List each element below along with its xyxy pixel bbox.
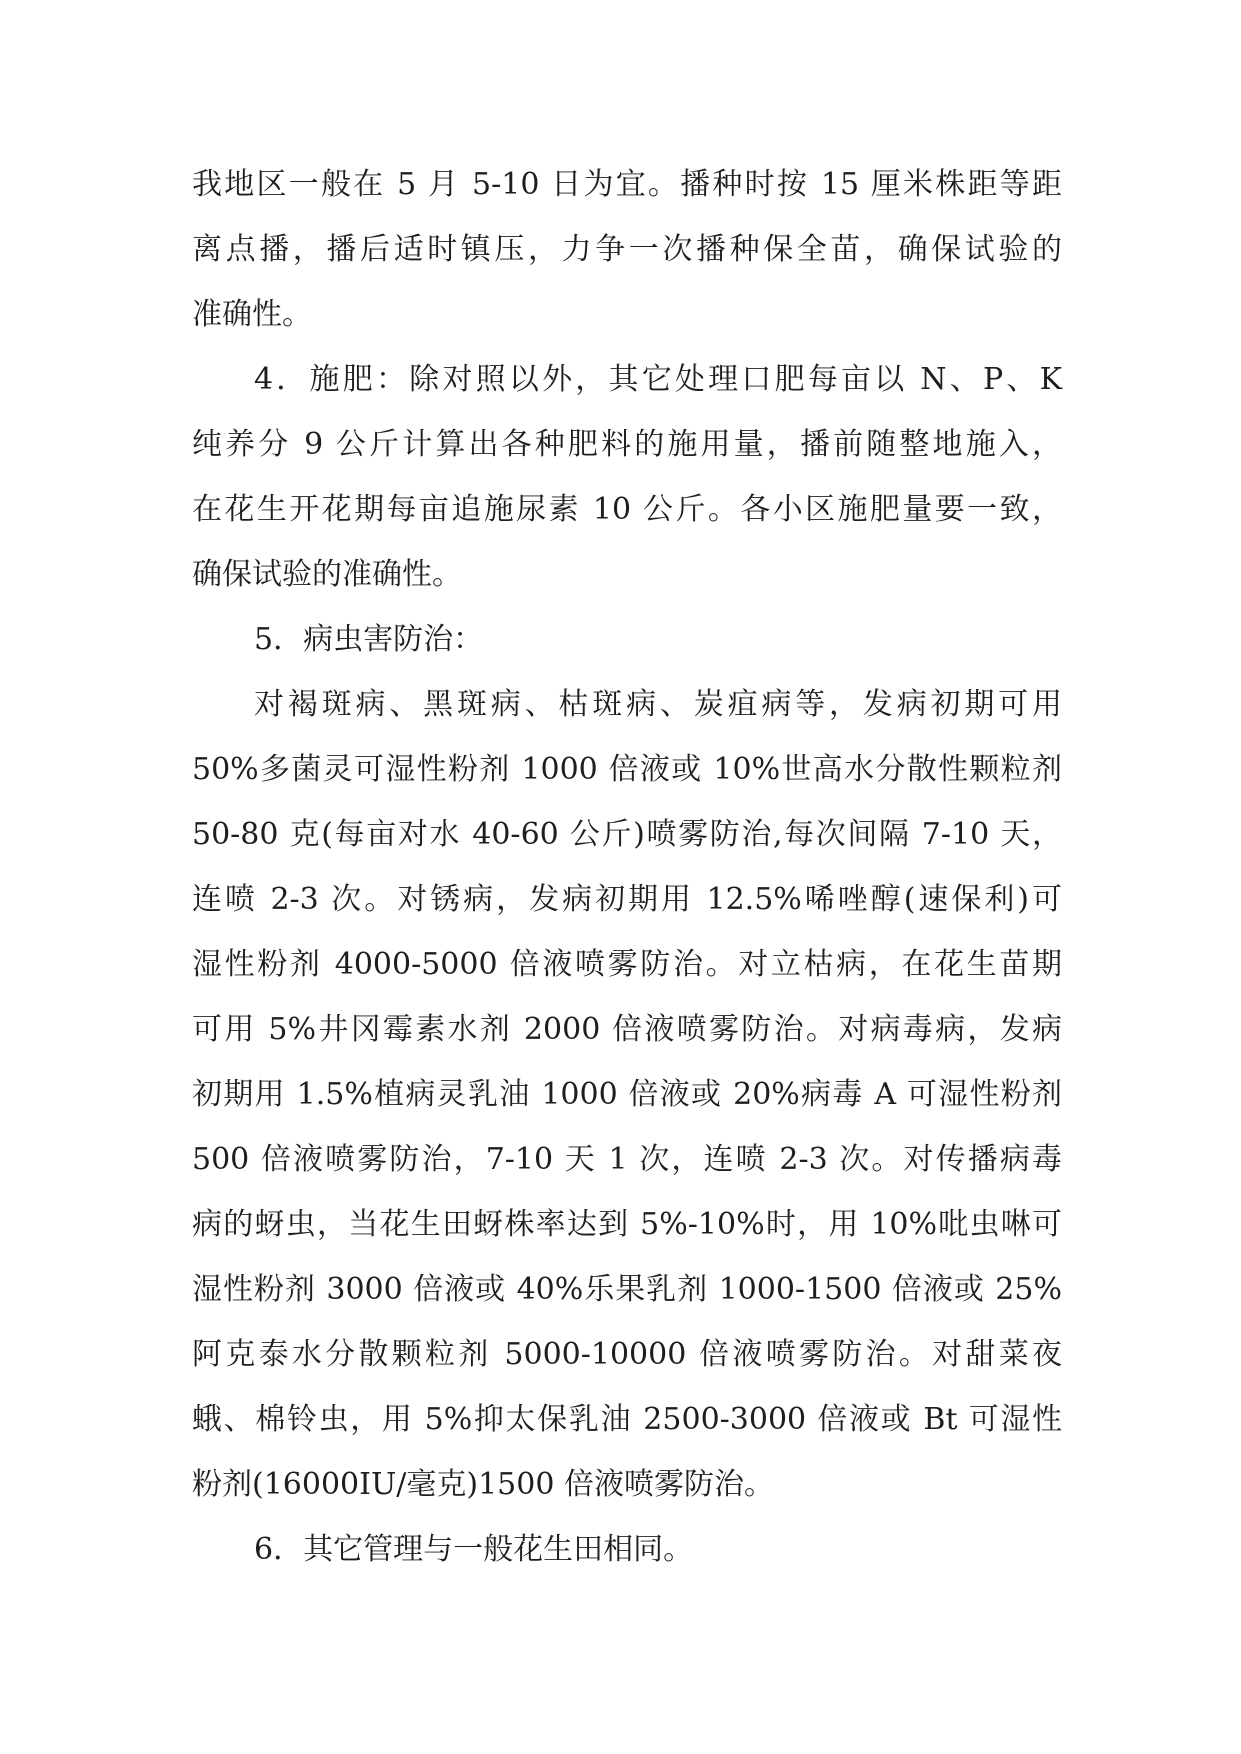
text-line: 初期用 1.5%植病灵乳油 1000 倍液或 20%病毒 A 可湿性粉剂 (192, 1077, 1062, 1112)
text-line: 湿性粉剂 4000-5000 倍液喷雾防治。对立枯病，在花生苗期 (192, 947, 1062, 982)
text-line: 连喷 2-3 次。对锈病，发病初期用 12.5%唏唑醇(速保利)可 (192, 882, 1062, 917)
text-line: 蛾、棉铃虫，用 5%抑太保乳油 2500-3000 倍液或 Bt 可湿性 (192, 1402, 1062, 1437)
text-line: 500 倍液喷雾防治，7-10 天 1 次，连喷 2-3 次。对传播病毒 (192, 1142, 1062, 1177)
text-line: 4．施肥：除对照以外，其它处理口肥每亩以 N、P、K (254, 362, 1062, 397)
text-line: 粉剂(16000IU/毫克)1500 倍液喷雾防治。 (192, 1467, 774, 1502)
text-line: 准确性。 (192, 297, 312, 332)
text-line: 5．病虫害防治： (254, 622, 484, 657)
text-line: 我地区一般在 5 月 5-10 日为宜。播种时按 15 厘米株距等距 (192, 167, 1062, 202)
text-line: 湿性粉剂 3000 倍液或 40%乐果乳剂 1000-1500 倍液或 25% (192, 1272, 1062, 1307)
text-line: 可用 5%井冈霉素水剂 2000 倍液喷雾防治。对病毒病，发病 (192, 1012, 1062, 1047)
text-line: 6．其它管理与一般花生田相同。 (254, 1532, 694, 1567)
text-line: 阿克泰水分散颗粒剂 5000-10000 倍液喷雾防治。对甜菜夜 (192, 1337, 1062, 1372)
text-line: 对褐斑病、黑斑病、枯斑病、炭疽病等，发病初期可用 (254, 687, 1062, 722)
text-line: 50%多菌灵可湿性粉剂 1000 倍液或 10%世高水分散性颗粒剂 (192, 752, 1062, 787)
text-line: 纯养分 9 公斤计算出各种肥料的施用量，播前随整地施入， (192, 427, 1062, 462)
text-line: 离点播，播后适时镇压，力争一次播种保全苗，确保试验的 (192, 232, 1062, 267)
text-line: 50-80 克(每亩对水 40-60 公斤)喷雾防治,每次间隔 7-10 天， (192, 817, 1062, 852)
text-line: 在花生开花期每亩追施尿素 10 公斤。各小区施肥量要一致， (192, 492, 1062, 527)
text-line: 病的蚜虫，当花生田蚜株率达到 5%-10%时，用 10%吡虫啉可 (192, 1207, 1062, 1242)
text-line: 确保试验的准确性。 (192, 557, 462, 592)
document-page (192, 152, 1062, 1582)
